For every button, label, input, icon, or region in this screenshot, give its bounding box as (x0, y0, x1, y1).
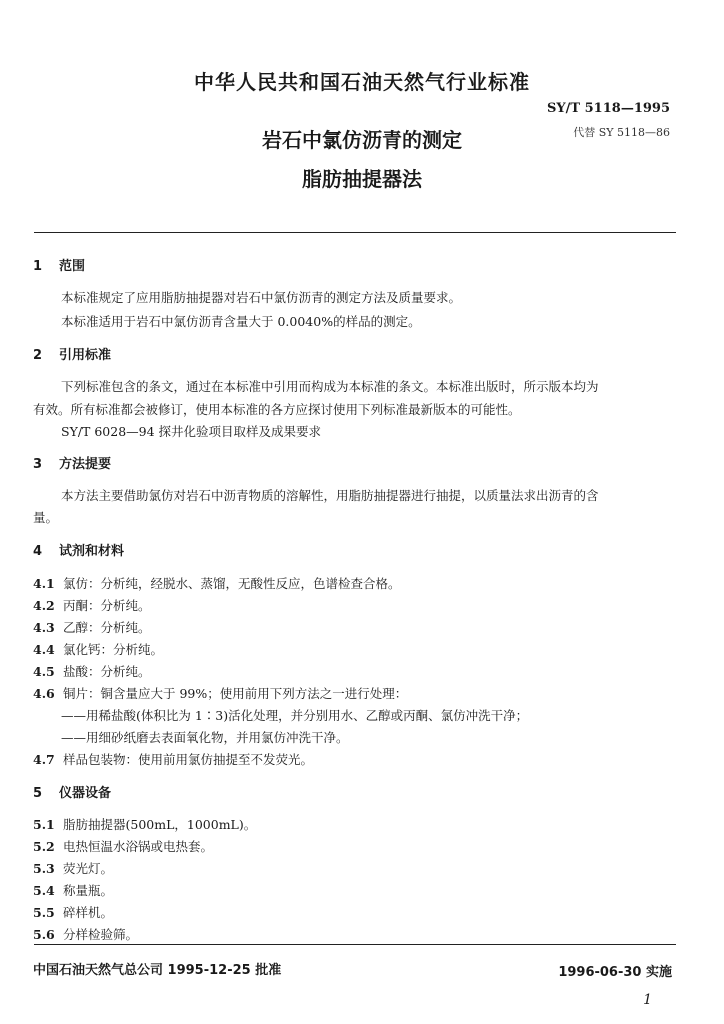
item-number: 4.7 (33, 752, 55, 767)
document-title: 岩石中氯仿沥青的测定 (262, 128, 462, 152)
item-number: 4.3 (33, 620, 55, 635)
item-number: 5.6 (33, 927, 55, 942)
section-title: 范围 (59, 259, 86, 274)
list-item (33, 596, 151, 614)
item-number: 4.5 (33, 664, 55, 679)
section-1-heading (33, 255, 85, 274)
footer-divider (34, 944, 676, 945)
list-item (33, 618, 151, 636)
item-text: 盐酸：分析纯。 (63, 664, 151, 679)
list-subitem: ——用稀盐酸(体积比为 1∶3)活化处理，并分别用水、乙醇或丙酮、氯仿冲洗干净； (61, 708, 529, 723)
list-item (33, 903, 113, 921)
item-number: 5.4 (33, 883, 55, 898)
section-number: 1 (33, 259, 43, 274)
section-number: 2 (33, 348, 43, 363)
list-item (33, 815, 256, 833)
section-number: 3 (33, 457, 43, 472)
section-3-paragraph-line-1: 本方法主要借助氯仿对岩石中沥青物质的溶解性，用脂肪抽提器进行抽提，以质量法求出沥青的含 (61, 488, 599, 503)
approval-statement: 中国石油天然气总公司 1995-12-25 批准 (33, 963, 282, 978)
effective-date: 1996-06-30 实施 (558, 965, 672, 980)
item-text: 丙酮：分析纯。 (63, 598, 151, 613)
list-item (33, 881, 113, 899)
list-item (33, 837, 213, 855)
document-subtitle: 脂肪抽提器法 (302, 167, 422, 191)
item-number: 4.1 (33, 576, 55, 591)
section-2-paragraph-line-2: 有效。所有标准都会被修订，使用本标准的各方应探讨使用下列标准最新版本的可能性。 (33, 402, 521, 417)
item-text: 样品包装物：使用前用氯仿抽提至不发荧光。 (63, 752, 314, 767)
item-number: 4.6 (33, 686, 55, 701)
list-item (33, 662, 151, 680)
section-1-paragraph-1: 本标准规定了应用脂肪抽提器对岩石中氯仿沥青的测定方法及质量要求。 (61, 290, 462, 305)
section-1-paragraph-2: 本标准适用于岩石中氯仿沥青含量大于 0.0040%的样品的测定。 (61, 314, 421, 329)
item-text: 荧光灯。 (63, 861, 114, 876)
list-item (33, 750, 313, 768)
item-number: 5.2 (33, 839, 55, 854)
section-2-paragraph-line-1: 下列标准包含的条文，通过在本标准中引用而构成为本标准的条文。本标准出版时，所示版本均为 (61, 379, 599, 394)
page-number: 1 (643, 992, 652, 1008)
section-title: 引用标准 (59, 348, 112, 363)
list-item (33, 925, 138, 943)
header-divider (34, 232, 676, 233)
list-item (33, 640, 163, 658)
section-title: 方法提要 (59, 457, 112, 472)
list-item (33, 859, 113, 877)
section-number: 5 (33, 786, 43, 801)
standard-number: SY/T 5118—1995 (547, 101, 670, 116)
item-number: 4.4 (33, 642, 55, 657)
section-4-heading (33, 540, 124, 559)
section-number: 4 (33, 544, 43, 559)
item-number: 5.3 (33, 861, 55, 876)
item-text: 氯仿：分析纯，经脱水、蒸馏，无酸性反应，色谱检查合格。 (63, 576, 401, 591)
org-title: 中华人民共和国石油天然气行业标准 (194, 70, 530, 94)
section-title: 试剂和材料 (59, 544, 125, 559)
item-text: 乙醇：分析纯。 (63, 620, 151, 635)
item-number: 4.2 (33, 598, 55, 613)
section-title: 仪器设备 (59, 786, 112, 801)
section-2-heading (33, 344, 111, 363)
item-number: 5.5 (33, 905, 55, 920)
item-text: 氯化钙：分析纯。 (63, 642, 164, 657)
item-text: 脂肪抽提器(500mL，1000mL)。 (63, 817, 257, 832)
section-3-paragraph-line-2: 量。 (33, 510, 59, 525)
section-5-heading (33, 782, 111, 801)
list-item (33, 574, 401, 592)
item-text: 铜片：铜含量应大于 99%；使用前用下列方法之一进行处理： (63, 686, 408, 701)
item-text: 称量瓶。 (63, 883, 114, 898)
item-text: 分样检验筛。 (63, 927, 139, 942)
list-subitem: ——用细砂纸磨去表面氧化物，并用氯仿冲洗干净。 (61, 730, 349, 745)
item-number: 5.1 (33, 817, 55, 832)
item-text: 碎样机。 (63, 905, 114, 920)
list-item (33, 684, 407, 702)
item-text: 电热恒温水浴锅或电热套。 (63, 839, 214, 854)
section-2-reference: SY/T 6028—94 探井化验项目取样及成果要求 (61, 424, 322, 439)
section-3-heading (33, 453, 111, 472)
replaces-standard: 代替 SY 5118—86 (573, 126, 670, 139)
